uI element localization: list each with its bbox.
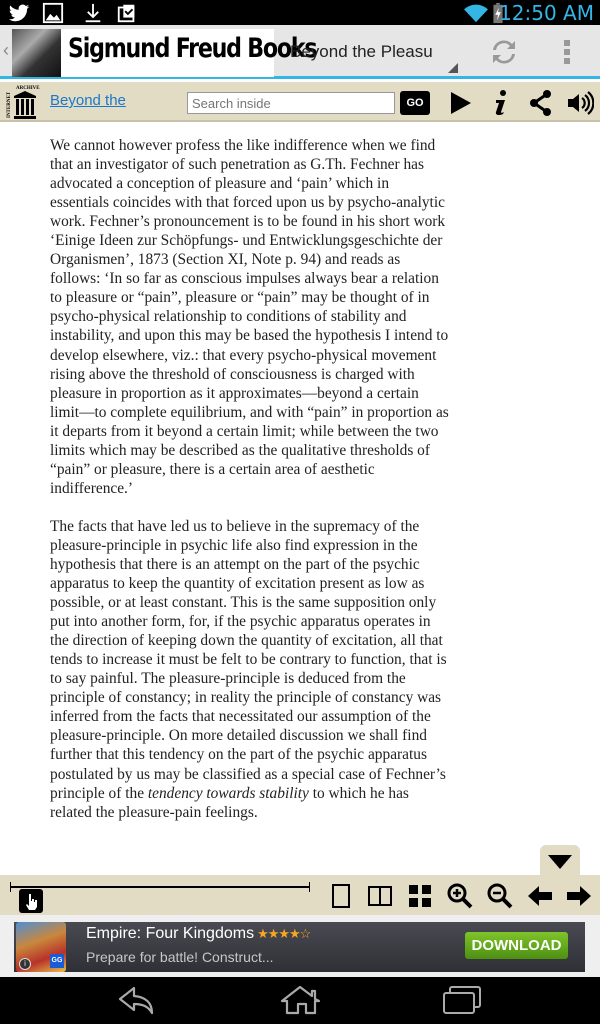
- one-page-view-icon[interactable]: [328, 883, 354, 909]
- status-bar: [0, 0, 600, 25]
- search-inside-input[interactable]: [187, 92, 395, 114]
- internet-archive-logo-icon[interactable]: [6, 84, 44, 120]
- app-logo[interactable]: [12, 29, 317, 77]
- book-spinner[interactable]: Beyond the Pleasu: [290, 42, 433, 61]
- speaker-icon[interactable]: [566, 89, 594, 117]
- freud-portrait-image: [12, 29, 61, 77]
- ad-title: Empire: Four Kingdoms ★★★★☆: [86, 925, 311, 942]
- next-page-arrow-icon[interactable]: [566, 883, 592, 909]
- page-slider-handle[interactable]: [19, 889, 43, 913]
- ad-info-icon[interactable]: i: [19, 958, 31, 970]
- slider-end-cap: [309, 882, 310, 892]
- up-caret-icon[interactable]: ‹: [3, 40, 9, 60]
- svg-text:INTERNET: INTERNET: [7, 91, 12, 118]
- action-bar: [0, 25, 600, 79]
- recent-apps-icon[interactable]: [440, 985, 484, 1015]
- image-icon: [42, 2, 64, 24]
- book-page-text: [50, 136, 450, 841]
- book-title-link[interactable]: Beyond the: [50, 92, 126, 109]
- system-navigation-bar: [0, 977, 600, 1024]
- thumbnail-view-icon[interactable]: [407, 883, 433, 909]
- play-icon[interactable]: [446, 89, 474, 117]
- home-icon[interactable]: [278, 985, 322, 1015]
- back-icon[interactable]: [116, 985, 160, 1015]
- download-icon: [82, 2, 104, 24]
- twitter-icon: [8, 2, 30, 24]
- info-icon[interactable]: [487, 89, 515, 117]
- page-navigation-toolbar: [0, 875, 600, 915]
- go-button[interactable]: GO: [400, 91, 430, 115]
- ad-strip: [0, 915, 600, 977]
- zoom-out-icon[interactable]: [487, 883, 513, 909]
- ad-banner[interactable]: [14, 922, 585, 972]
- two-page-view-icon[interactable]: [367, 883, 393, 909]
- triangle-down-icon: [548, 855, 572, 869]
- paragraph: We cannot however profess the like indifference when we find that an investigator of such penetration as G.Th. Fechner has advocated a conception of pleasure and ‘pain’ which in essentials coincides with that forced upon us by psycho-analytic work. Fechner’s pronouncement is to be found in his short work ‘Einige Ideen zur Schöpfungs- und Entwicklungsgeschichte der Organismen’, 1873 (Section XI, Note p. 94) and reads as follows: ‘In so far as conscious impulses always bear a relation to pleasure or “pain”, pleasure or “pain” may be thought of in psycho-physical relationship to conditions of stability and instability, and upon this may be based the hypothesis I intend to develop elsewhere, viz.: that every psycho-physical movement rising above the threshold of consciousness is charged with pleasure in proportion as it approximates—beyond a certain limit—to complete equilibrium, and with “pain” in proportion as it departs from it beyond a certain limit; while between the two limits which may be described as the qualitative thresholds of “pain” or pleasure, there is a certain area of aesthetic indifference.’: [50, 137, 449, 497]
- overflow-menu-icon[interactable]: [563, 40, 571, 64]
- spinner-dropdown-icon: [448, 63, 458, 73]
- ad-subtitle: Prepare for battle! Construct...: [86, 949, 274, 965]
- share-icon[interactable]: [527, 89, 555, 117]
- rating-stars-icon: ★★★★☆: [257, 926, 311, 941]
- refresh-icon[interactable]: [490, 38, 518, 66]
- svg-text:ARCHIVE: ARCHIVE: [16, 86, 40, 91]
- clipboard-check-icon: [116, 2, 138, 24]
- emphasized-text: tendency towards stability: [147, 784, 309, 802]
- paragraph: The facts that have led us to believe in the supremacy of the pleasure-principle in psychic life also find expression in the hypothesis that there is an attempt on the part of the psychic apparatus to keep the quantity of excitation present as low as possible, or at least constant. This is the same supposition only put into another form, for, if the psychic apparatus operates in the direction of keeping down the quantity of excitation, all that tends to increase it must be felt to be contrary to function, that is to say painful. The pleasure-principle is deduced from the principle of constancy; in reality the principle of constancy was inferred from the facts that necessitated our assumption of the pleasure-principle. On more detailed discussion we shall find further that this tendency on the part of the psychic apparatus postulated by us may be classified as a special case of Fechner’s principle of the tendency towards stability to which he has related the pleasure-pain feelings.: [50, 517, 447, 821]
- app-title: Sigmund Freud Books: [68, 33, 317, 64]
- page-slider-track[interactable]: [10, 886, 310, 888]
- ad-badge: GG: [50, 954, 64, 968]
- game-app-icon: [16, 922, 66, 972]
- prev-page-arrow-icon[interactable]: [527, 883, 553, 909]
- wifi-icon: [462, 2, 490, 24]
- reader-toolbar: [0, 82, 600, 122]
- hand-pointer-icon: [19, 889, 43, 913]
- zoom-in-icon[interactable]: [447, 883, 473, 909]
- download-button[interactable]: DOWNLOAD: [465, 932, 568, 959]
- clock: 12:50 AM: [499, 1, 594, 25]
